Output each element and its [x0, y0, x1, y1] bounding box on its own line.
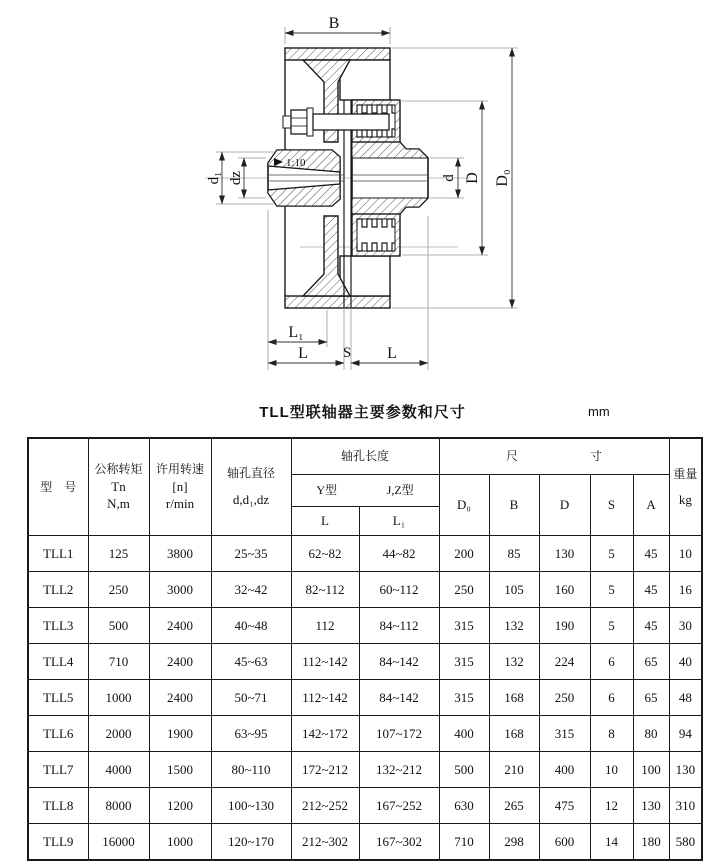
- value-cell: 8: [590, 716, 633, 752]
- value-cell: 168: [489, 716, 539, 752]
- value-cell: 310: [669, 788, 702, 824]
- value-cell: 25~35: [211, 536, 291, 572]
- value-cell: 125: [88, 536, 149, 572]
- value-cell: 10: [669, 536, 702, 572]
- value-cell: 1500: [149, 752, 211, 788]
- value-cell: 48: [669, 680, 702, 716]
- value-cell: 500: [439, 752, 489, 788]
- value-cell: 475: [539, 788, 590, 824]
- value-cell: 315: [439, 680, 489, 716]
- value-cell: 44~82: [359, 536, 439, 572]
- header-y-type: Y型: [316, 483, 337, 498]
- value-cell: 12: [590, 788, 633, 824]
- value-cell: 167~302: [359, 824, 439, 861]
- header-dimensions: 尺 寸: [439, 438, 669, 475]
- value-cell: 65: [633, 680, 669, 716]
- header-col-s: S: [590, 475, 633, 536]
- value-cell: 172~212: [291, 752, 359, 788]
- value-cell: 224: [539, 644, 590, 680]
- header-torque-unit: N,m: [107, 496, 130, 512]
- value-cell: 107~172: [359, 716, 439, 752]
- taper-label: 1:10: [286, 157, 306, 169]
- value-cell: 265: [489, 788, 539, 824]
- value-cell: 190: [539, 608, 590, 644]
- value-cell: 10: [590, 752, 633, 788]
- header-col-d: D: [539, 475, 590, 536]
- value-cell: 1000: [88, 680, 149, 716]
- value-cell: 130: [669, 752, 702, 788]
- value-cell: 500: [88, 608, 149, 644]
- value-cell: 50~71: [211, 680, 291, 716]
- header-speed-cn: 许用转速: [155, 462, 204, 477]
- sleeve-bottom-rim: [285, 296, 390, 308]
- value-cell: 250: [439, 572, 489, 608]
- header-torque: [88, 438, 149, 536]
- bolt-shaft: [313, 114, 389, 130]
- value-cell: 14: [590, 824, 633, 861]
- value-cell: 1200: [149, 788, 211, 824]
- header-col-a: A: [633, 475, 669, 536]
- value-cell: 315: [439, 608, 489, 644]
- value-cell: 1900: [149, 716, 211, 752]
- value-cell: 45: [633, 536, 669, 572]
- header-model: 型 号: [28, 438, 88, 536]
- value-cell: 16: [669, 572, 702, 608]
- value-cell: 84~112: [359, 608, 439, 644]
- table-row: [28, 824, 702, 861]
- value-cell: 400: [439, 716, 489, 752]
- header-col-d0: D₀: [439, 475, 489, 536]
- value-cell: 250: [539, 680, 590, 716]
- table-row: [28, 572, 702, 608]
- value-cell: 1000: [149, 824, 211, 861]
- value-cell: 105: [489, 572, 539, 608]
- value-cell: 2400: [149, 644, 211, 680]
- value-cell: 630: [439, 788, 489, 824]
- value-cell: 60~112: [359, 572, 439, 608]
- header-speed: [149, 438, 211, 536]
- value-cell: 2400: [149, 608, 211, 644]
- coupling-drawing-area: [0, 0, 725, 400]
- value-cell: 84~142: [359, 644, 439, 680]
- dim-label-s: S: [342, 345, 352, 361]
- table-row: [28, 716, 702, 752]
- model-cell: TLL1: [28, 536, 88, 572]
- table-header: [28, 438, 702, 536]
- value-cell: 130: [633, 788, 669, 824]
- dim-S: [343, 345, 351, 361]
- value-cell: 112~142: [291, 680, 359, 716]
- dim-label-l-left: L: [298, 345, 308, 362]
- value-cell: 32~42: [211, 572, 291, 608]
- model-cell: TLL6: [28, 716, 88, 752]
- header-jz-type: J,Z型: [386, 483, 414, 498]
- value-cell: 45: [633, 572, 669, 608]
- value-cell: 315: [539, 716, 590, 752]
- value-cell: 80~110: [211, 752, 291, 788]
- value-cell: 2000: [88, 716, 149, 752]
- header-weight-cn: 重量: [673, 466, 698, 481]
- value-cell: 298: [489, 824, 539, 861]
- header-speed-symbol: [n]: [172, 478, 188, 494]
- value-cell: 210: [489, 752, 539, 788]
- unit-label: mm: [588, 404, 610, 419]
- value-cell: 45~63: [211, 644, 291, 680]
- header-col-l1: L₁: [359, 507, 439, 536]
- table-body: [28, 536, 702, 861]
- header-speed-unit: r/min: [165, 496, 195, 512]
- value-cell: 85: [489, 536, 539, 572]
- value-cell: 400: [539, 752, 590, 788]
- table-row: [28, 752, 702, 788]
- model-cell: TLL4: [28, 644, 88, 680]
- value-cell: 84~142: [359, 680, 439, 716]
- table-row: [28, 788, 702, 824]
- bolt-nut: [291, 110, 307, 134]
- value-cell: 45: [633, 608, 669, 644]
- header-weight-unit: kg: [678, 491, 692, 507]
- value-cell: 142~172: [291, 716, 359, 752]
- model-cell: TLL5: [28, 680, 88, 716]
- spring-grid-bottom: [352, 214, 400, 256]
- value-cell: 132: [489, 644, 539, 680]
- value-cell: 40: [669, 644, 702, 680]
- value-cell: 130: [539, 536, 590, 572]
- value-cell: 100~130: [211, 788, 291, 824]
- value-cell: 63~95: [211, 716, 291, 752]
- value-cell: 315: [439, 644, 489, 680]
- value-cell: 580: [669, 824, 702, 861]
- header-col-b: B: [489, 475, 539, 536]
- value-cell: 16000: [88, 824, 149, 861]
- dim-label-dz: dz: [228, 170, 244, 186]
- value-cell: 4000: [88, 752, 149, 788]
- value-cell: 6: [590, 644, 633, 680]
- coupling-section-drawing: [0, 0, 725, 400]
- dim-label-d: d: [441, 174, 457, 182]
- value-cell: 710: [88, 644, 149, 680]
- page-title: TLL型联轴器主要参数和尺寸: [259, 404, 466, 421]
- value-cell: 2400: [149, 680, 211, 716]
- value-cell: 3000: [149, 572, 211, 608]
- value-cell: 167~252: [359, 788, 439, 824]
- right-hub: [352, 142, 428, 214]
- value-cell: 94: [669, 716, 702, 752]
- header-weight: [669, 438, 702, 536]
- value-cell: 112~142: [291, 644, 359, 680]
- model-cell: TLL9: [28, 824, 88, 861]
- value-cell: 120~170: [211, 824, 291, 861]
- title-row: [0, 401, 725, 425]
- value-cell: 100: [633, 752, 669, 788]
- dim-B: [285, 15, 390, 44]
- bolt-washer: [307, 108, 313, 136]
- header-bore-dia-cn: 轴孔直径: [226, 466, 275, 481]
- value-cell: 65: [633, 644, 669, 680]
- value-cell: 200: [439, 536, 489, 572]
- value-cell: 5: [590, 536, 633, 572]
- model-cell: TLL3: [28, 608, 88, 644]
- header-col-l: L: [291, 507, 359, 536]
- value-cell: 40~48: [211, 608, 291, 644]
- model-cell: TLL7: [28, 752, 88, 788]
- value-cell: 168: [489, 680, 539, 716]
- value-cell: 6: [590, 680, 633, 716]
- sleeve-top-rim: [285, 48, 390, 60]
- left-hub: [268, 150, 344, 206]
- table-row: [28, 680, 702, 716]
- value-cell: 62~82: [291, 536, 359, 572]
- value-cell: 160: [539, 572, 590, 608]
- table-row: [28, 608, 702, 644]
- value-cell: 180: [633, 824, 669, 861]
- header-bore-diameter: [211, 438, 291, 536]
- value-cell: 250: [88, 572, 149, 608]
- model-cell: TLL2: [28, 572, 88, 608]
- value-cell: 112: [291, 608, 359, 644]
- header-bore-dia-symbols: d,d₁,dz: [232, 492, 270, 508]
- header-bore-length: 轴孔长度: [291, 438, 439, 475]
- value-cell: 5: [590, 572, 633, 608]
- dim-label-b: B: [328, 15, 340, 32]
- dim-label-d0: D₀: [494, 169, 511, 187]
- dim-label-l1: L₁: [288, 324, 304, 341]
- table-row: [28, 644, 702, 680]
- dim-L-left: [268, 308, 344, 370]
- value-cell: 710: [439, 824, 489, 861]
- value-cell: 212~302: [291, 824, 359, 861]
- value-cell: 8000: [88, 788, 149, 824]
- value-cell: 212~252: [291, 788, 359, 824]
- value-cell: 5: [590, 608, 633, 644]
- value-cell: 80: [633, 716, 669, 752]
- header-torque-cn: 公称转矩: [94, 462, 143, 477]
- value-cell: 30: [669, 608, 702, 644]
- value-cell: 132~212: [359, 752, 439, 788]
- value-cell: 3800: [149, 536, 211, 572]
- value-cell: 600: [539, 824, 590, 861]
- table-row: [28, 536, 702, 572]
- dim-label-d1: d₁: [206, 171, 222, 185]
- value-cell: 82~112: [291, 572, 359, 608]
- header-torque-symbol: Tn: [111, 478, 126, 494]
- dim-label-d-cap: D: [464, 172, 481, 184]
- model-cell: TLL8: [28, 788, 88, 824]
- dim-label-l-right: L: [387, 345, 397, 362]
- parameters-table: [27, 437, 703, 861]
- value-cell: 132: [489, 608, 539, 644]
- header-bore-types: [291, 475, 439, 507]
